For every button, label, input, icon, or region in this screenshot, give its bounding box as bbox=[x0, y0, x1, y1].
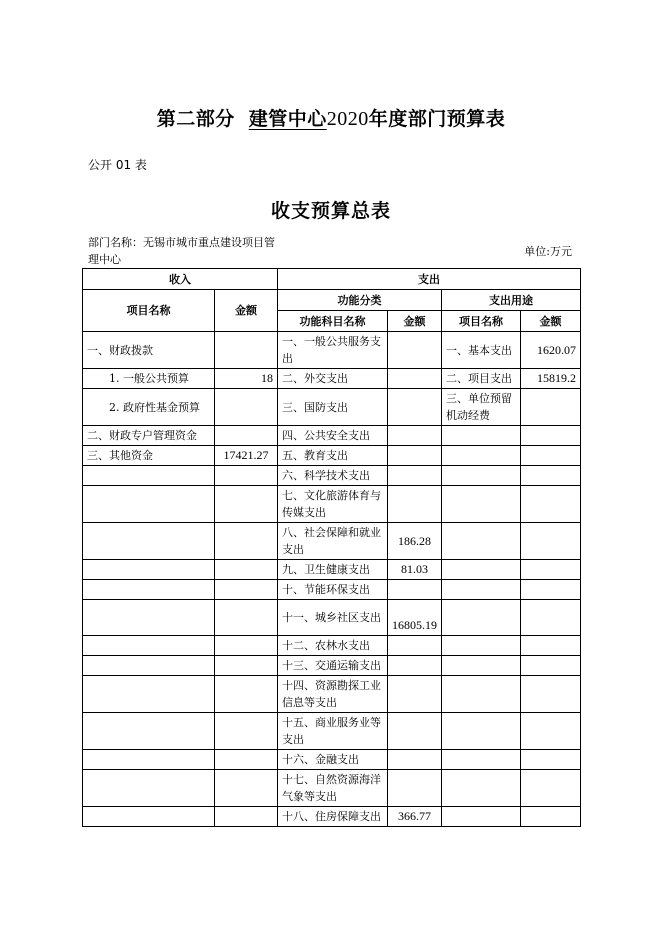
table-row bbox=[83, 713, 581, 750]
func-amount bbox=[388, 446, 442, 466]
table-row bbox=[83, 600, 581, 636]
usage-item bbox=[442, 580, 521, 600]
usage-item bbox=[442, 676, 521, 713]
income-item bbox=[83, 676, 215, 713]
func-item: 四、公共安全支出 bbox=[278, 426, 388, 446]
func-class-header: 功能分类 bbox=[278, 290, 442, 311]
func-item: 十七、自然资源海洋气象等支出 bbox=[278, 770, 388, 807]
table-row bbox=[83, 446, 581, 466]
usage-amount bbox=[521, 770, 581, 807]
title-unit-name: 建管中心 bbox=[248, 108, 327, 130]
func-item: 三、国防支出 bbox=[278, 389, 388, 426]
func-item: 十二、农林水支出 bbox=[278, 636, 388, 656]
usage-amount bbox=[521, 486, 581, 523]
income-item bbox=[83, 750, 215, 770]
usage-item bbox=[442, 523, 521, 560]
func-item: 十六、金融支出 bbox=[278, 750, 388, 770]
table-row bbox=[83, 332, 581, 369]
func-amount: 81.03 bbox=[388, 560, 442, 580]
func-amount bbox=[388, 466, 442, 486]
table-row bbox=[83, 523, 581, 560]
func-amount: 186.28 bbox=[388, 523, 442, 560]
usage-item bbox=[442, 446, 521, 466]
table-row bbox=[83, 466, 581, 486]
usage-amount: 15819.2 bbox=[521, 369, 581, 389]
income-item bbox=[83, 466, 215, 486]
table-row bbox=[83, 369, 581, 389]
func-amount: 366.77 bbox=[388, 807, 442, 827]
usage-amount bbox=[521, 389, 581, 426]
income-item-name-header: 项目名称 bbox=[83, 290, 215, 332]
usage-item: 二、项目支出 bbox=[442, 369, 521, 389]
income-item bbox=[83, 523, 215, 560]
usage-item: 一、基本支出 bbox=[442, 332, 521, 369]
func-amount-header: 金额 bbox=[388, 311, 442, 332]
table-row bbox=[83, 656, 581, 676]
income-amount bbox=[215, 486, 278, 523]
usage-amount bbox=[521, 676, 581, 713]
income-item: 1. 一般公共预算 bbox=[83, 369, 215, 389]
table-row bbox=[83, 636, 581, 656]
func-item: 九、卫生健康支出 bbox=[278, 560, 388, 580]
usage-item bbox=[442, 713, 521, 750]
usage-item bbox=[442, 807, 521, 827]
income-amount bbox=[215, 523, 278, 560]
func-amount bbox=[388, 713, 442, 750]
income-item bbox=[83, 600, 215, 636]
income-item bbox=[83, 770, 215, 807]
income-amount bbox=[215, 600, 278, 636]
usage-item bbox=[442, 600, 521, 636]
income-item: 二、财政专户管理资金 bbox=[83, 426, 215, 446]
income-amount bbox=[215, 560, 278, 580]
func-item: 七、文化旅游体育与传媒支出 bbox=[278, 486, 388, 523]
usage-header: 支出用途 bbox=[442, 290, 581, 311]
table-row bbox=[83, 807, 581, 827]
usage-item bbox=[442, 426, 521, 446]
table-row bbox=[83, 676, 581, 713]
usage-amount bbox=[521, 600, 581, 636]
income-amount bbox=[215, 389, 278, 426]
income-item: 一、财政拨款 bbox=[83, 332, 215, 369]
department-label: 部门名称：无锡市城市重点建设项目管理中心 bbox=[88, 236, 275, 266]
func-amount bbox=[388, 676, 442, 713]
func-amount bbox=[388, 656, 442, 676]
func-item: 一、一般公共服务支出 bbox=[278, 332, 388, 369]
func-item: 二、外交支出 bbox=[278, 369, 388, 389]
income-amount bbox=[215, 426, 278, 446]
table-row bbox=[83, 426, 581, 446]
usage-amount bbox=[521, 446, 581, 466]
table-title: 收支预算总表 bbox=[270, 200, 391, 222]
usage-amount bbox=[521, 580, 581, 600]
income-amount-header: 金额 bbox=[215, 290, 278, 332]
usage-amount bbox=[521, 523, 581, 560]
page-title bbox=[0, 104, 662, 131]
func-amount: 16805.19 bbox=[388, 600, 442, 636]
usage-amount bbox=[521, 750, 581, 770]
usage-item bbox=[442, 770, 521, 807]
func-amount bbox=[388, 369, 442, 389]
income-amount bbox=[215, 636, 278, 656]
usage-item bbox=[442, 750, 521, 770]
income-amount bbox=[215, 580, 278, 600]
func-item: 十、节能环保支出 bbox=[278, 580, 388, 600]
title-suffix: 年度部门预算表 bbox=[368, 108, 506, 130]
income-item bbox=[83, 656, 215, 676]
income-amount bbox=[215, 750, 278, 770]
income-amount bbox=[215, 807, 278, 827]
income-amount bbox=[215, 466, 278, 486]
func-item: 十八、住房保障支出 bbox=[278, 807, 388, 827]
usage-amount bbox=[521, 636, 581, 656]
income-item bbox=[83, 807, 215, 827]
table-number: 公开 01 表 bbox=[88, 158, 147, 172]
usage-item bbox=[442, 656, 521, 676]
usage-name-header: 项目名称 bbox=[442, 311, 521, 332]
title-part: 第二部分 bbox=[156, 108, 235, 130]
table-row bbox=[83, 486, 581, 523]
title-year: 2020 bbox=[326, 108, 369, 130]
income-item bbox=[83, 580, 215, 600]
usage-amount bbox=[521, 426, 581, 446]
func-item: 六、科学技术支出 bbox=[278, 466, 388, 486]
table-row bbox=[83, 389, 581, 426]
usage-amount-header: 金额 bbox=[521, 311, 581, 332]
func-amount bbox=[388, 486, 442, 523]
usage-amount bbox=[521, 656, 581, 676]
unit-label: 单位:万元 bbox=[524, 245, 572, 258]
func-amount bbox=[388, 636, 442, 656]
func-amount bbox=[388, 750, 442, 770]
income-amount: 17421.27 bbox=[215, 446, 278, 466]
expense-header: 支出 bbox=[278, 269, 581, 290]
usage-amount bbox=[521, 560, 581, 580]
usage-item bbox=[442, 486, 521, 523]
func-item: 十四、资源勘探工业信息等支出 bbox=[278, 676, 388, 713]
budget-table bbox=[82, 268, 581, 827]
income-item bbox=[83, 636, 215, 656]
func-amount bbox=[388, 426, 442, 446]
income-amount bbox=[215, 713, 278, 750]
usage-item bbox=[442, 466, 521, 486]
func-amount bbox=[388, 389, 442, 426]
income-amount bbox=[215, 676, 278, 713]
income-amount bbox=[215, 656, 278, 676]
func-item: 十五、商业服务业等支出 bbox=[278, 713, 388, 750]
income-item: 2. 政府性基金预算 bbox=[83, 389, 215, 426]
table-row bbox=[83, 560, 581, 580]
func-item: 十一、城乡社区支出 bbox=[278, 600, 388, 636]
func-item: 十三、交通运输支出 bbox=[278, 656, 388, 676]
income-item bbox=[83, 486, 215, 523]
income-item bbox=[83, 713, 215, 750]
income-amount bbox=[215, 770, 278, 807]
usage-amount bbox=[521, 807, 581, 827]
income-item bbox=[83, 560, 215, 580]
func-item: 五、教育支出 bbox=[278, 446, 388, 466]
func-amount bbox=[388, 332, 442, 369]
func-amount bbox=[388, 580, 442, 600]
usage-item bbox=[442, 636, 521, 656]
usage-item bbox=[442, 560, 521, 580]
income-item: 三、其他资金 bbox=[83, 446, 215, 466]
income-amount bbox=[215, 332, 278, 369]
usage-amount bbox=[521, 713, 581, 750]
income-header: 收入 bbox=[83, 269, 278, 290]
func-item: 八、社会保障和就业支出 bbox=[278, 523, 388, 560]
usage-amount bbox=[521, 466, 581, 486]
table-row bbox=[83, 580, 581, 600]
func-item-header: 功能科目名称 bbox=[278, 311, 388, 332]
func-amount bbox=[388, 770, 442, 807]
usage-amount: 1620.07 bbox=[521, 332, 581, 369]
income-amount: 18 bbox=[215, 369, 278, 389]
usage-item: 三、单位预留机动经费 bbox=[442, 389, 521, 426]
table-row bbox=[83, 750, 581, 770]
table-row bbox=[83, 770, 581, 807]
